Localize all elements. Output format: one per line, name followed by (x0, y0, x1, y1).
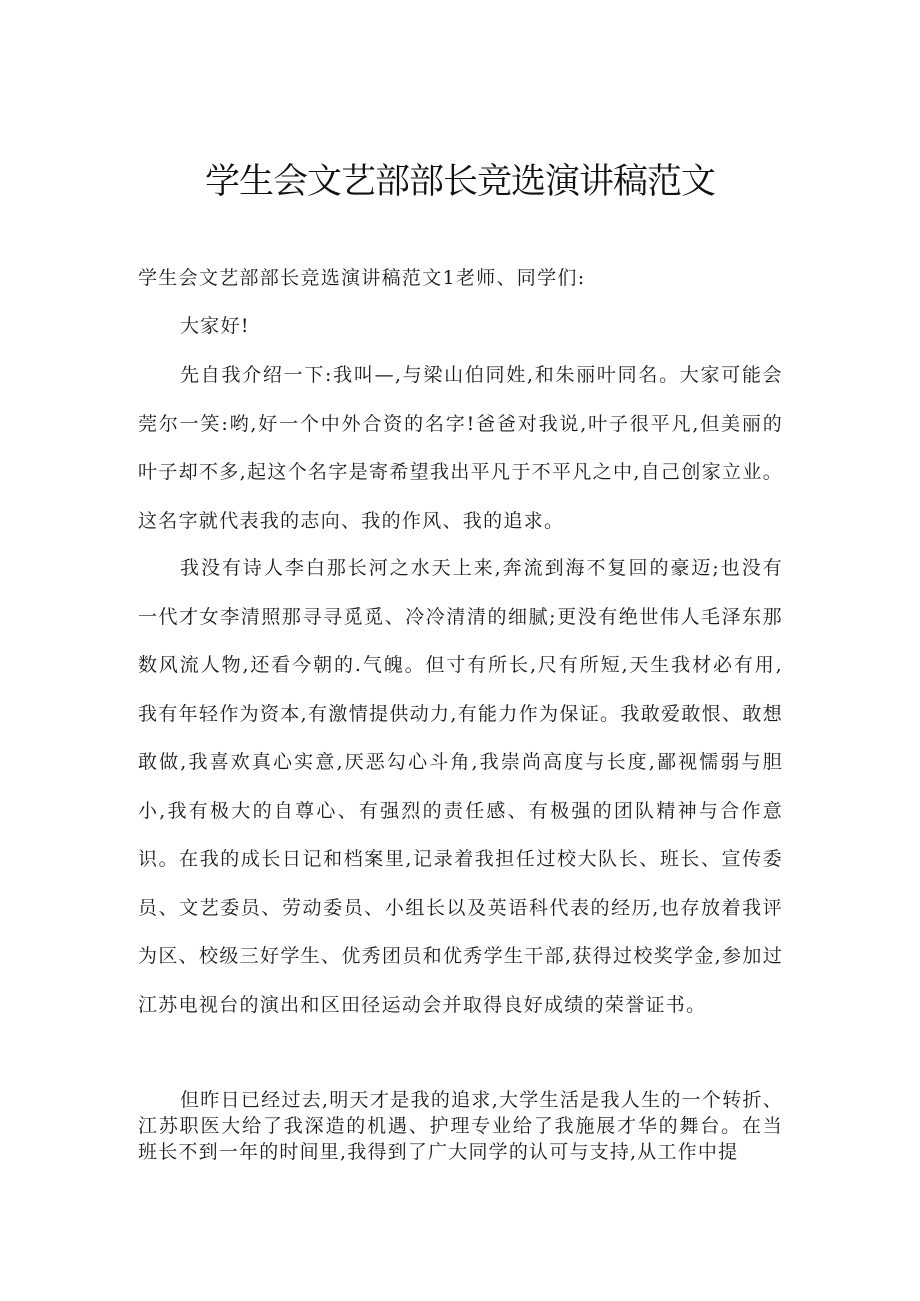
self-intro-paragraph: 先自我介绍一下:我叫—,与梁山伯同姓,和朱丽叶同名。大家可能会莞尔一笑:哟,好一个中外合资的名字!爸爸对我说,叶子很平凡,但美丽的叶子却不多,起这个名字是寄希望我出平凡于不平凡之中,自己创家立业。这名字就代表我的志向、我的作风、我的追求。 (138, 364, 783, 532)
greeting-paragraph: 大家好! (180, 315, 250, 337)
document-title: 学生会文艺部部长竞选演讲稿范文 (204, 162, 715, 202)
intro-paragraph: 学生会文艺部部长竞选演讲稿范文1老师、同学们: (138, 267, 586, 289)
future-paragraph: 但昨日已经过去,明天才是我的追求,大学生活是我人生的一个转折、江苏职医大给了我深造的机遇、护理专业给了我施展才华的舞台。在当班长不到一年的时间里,我得到了广大同学的认可与支持,从工作中提 (138, 1089, 783, 1163)
traits-paragraph: 我没有诗人李白那长河之水天上来,奔流到海不复回的豪迈;也没有一代才女李清照那寻寻觅觅、冷冷清清的细腻;更没有绝世伟人毛泽东那数风流人物,还看今朝的.气魄。但寸有所长,尺有所短,天生我材必有用,我有年轻作为资本,有激情提供动力,有能力作为保证。我敢爱敢恨、敢想敢做,我喜欢真心实意,厌恶勾心斗角,我崇尚高度与长度,鄙视懦弱与胆小,我有极大的自尊心、有强烈的责任感、有极强的团队精神与合作意识。在我的成长日记和档案里,记录着我担任过校大队长、班长、宣传委员、文艺委员、劳动委员、小组长以及英语科代表的经历,也存放着我评为区、校级三好学生、优秀团员和优秀学生干部,获得过校奖学金,参加过江苏电视台的演出和区田径运动会并取得良好成绩的荣誉证书。 (138, 557, 783, 1016)
